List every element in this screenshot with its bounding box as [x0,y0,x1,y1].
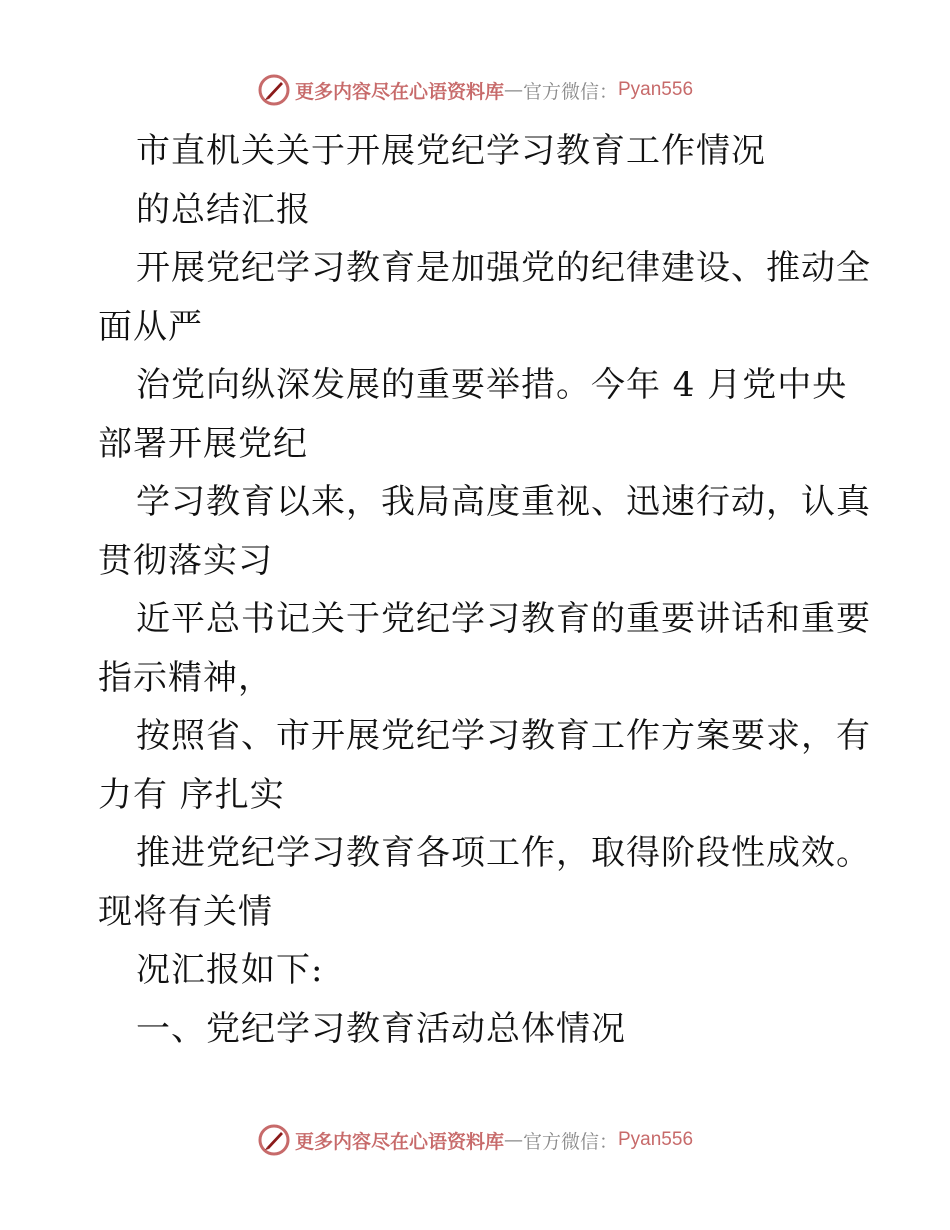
watermark-contact: 官方微信： [522,1130,618,1153]
paragraph-line: 学习教育以来，我局高度重视、迅速行动，认真 [136,482,871,522]
document-title-line-1: 市直机关关于开展党纪学习教育工作情况 [136,131,766,171]
watermark-separator: — [503,1129,523,1151]
watermark-contact: 官方微信： [522,80,618,103]
paragraph-line: 近平总书记关于党纪学习教育的重要讲话和重要 [136,599,871,639]
paragraph-line: 力有 序扎实 [98,774,285,815]
paragraph-line: 面从严 [98,306,203,347]
paragraph-line: 况汇报如下: [136,950,324,990]
paragraph-line: 部署开展党纪 [98,423,308,464]
paragraph-line: 按照省、市开展党纪学习教育工作方案要求，有 [136,716,871,756]
quill-logo-icon [257,73,291,107]
paragraph-line: 开展党纪学习教育是加强党的纪律建设、推动全 [136,248,871,288]
watermark-account: Pyan556 [618,79,694,100]
paragraph-line: 现将有关情 [98,891,273,932]
paragraph-line: 治党向纵深发展的重要举措。今年 4 月党中央 [136,365,848,405]
quill-logo-icon [257,1123,291,1157]
watermark-brand: 更多内容尽在心语资料库 [294,80,504,103]
watermark-separator: — [503,79,523,101]
document-body [98,122,871,1058]
paragraph-line: 推进党纪学习教育各项工作，取得阶段性成效。 [136,833,871,873]
paragraph-line: 贯彻落实习 [98,540,273,581]
header-watermark [0,70,950,110]
document-title-line-2: 的总结汇报 [136,189,311,230]
paragraph-line: 指示精神， [98,657,273,698]
footer-watermark [0,1120,950,1160]
section-heading: 一、党纪学习教育活动总体情况 [136,1008,626,1049]
watermark-account: Pyan556 [618,1129,694,1150]
watermark-brand: 更多内容尽在心语资料库 [294,1130,504,1153]
